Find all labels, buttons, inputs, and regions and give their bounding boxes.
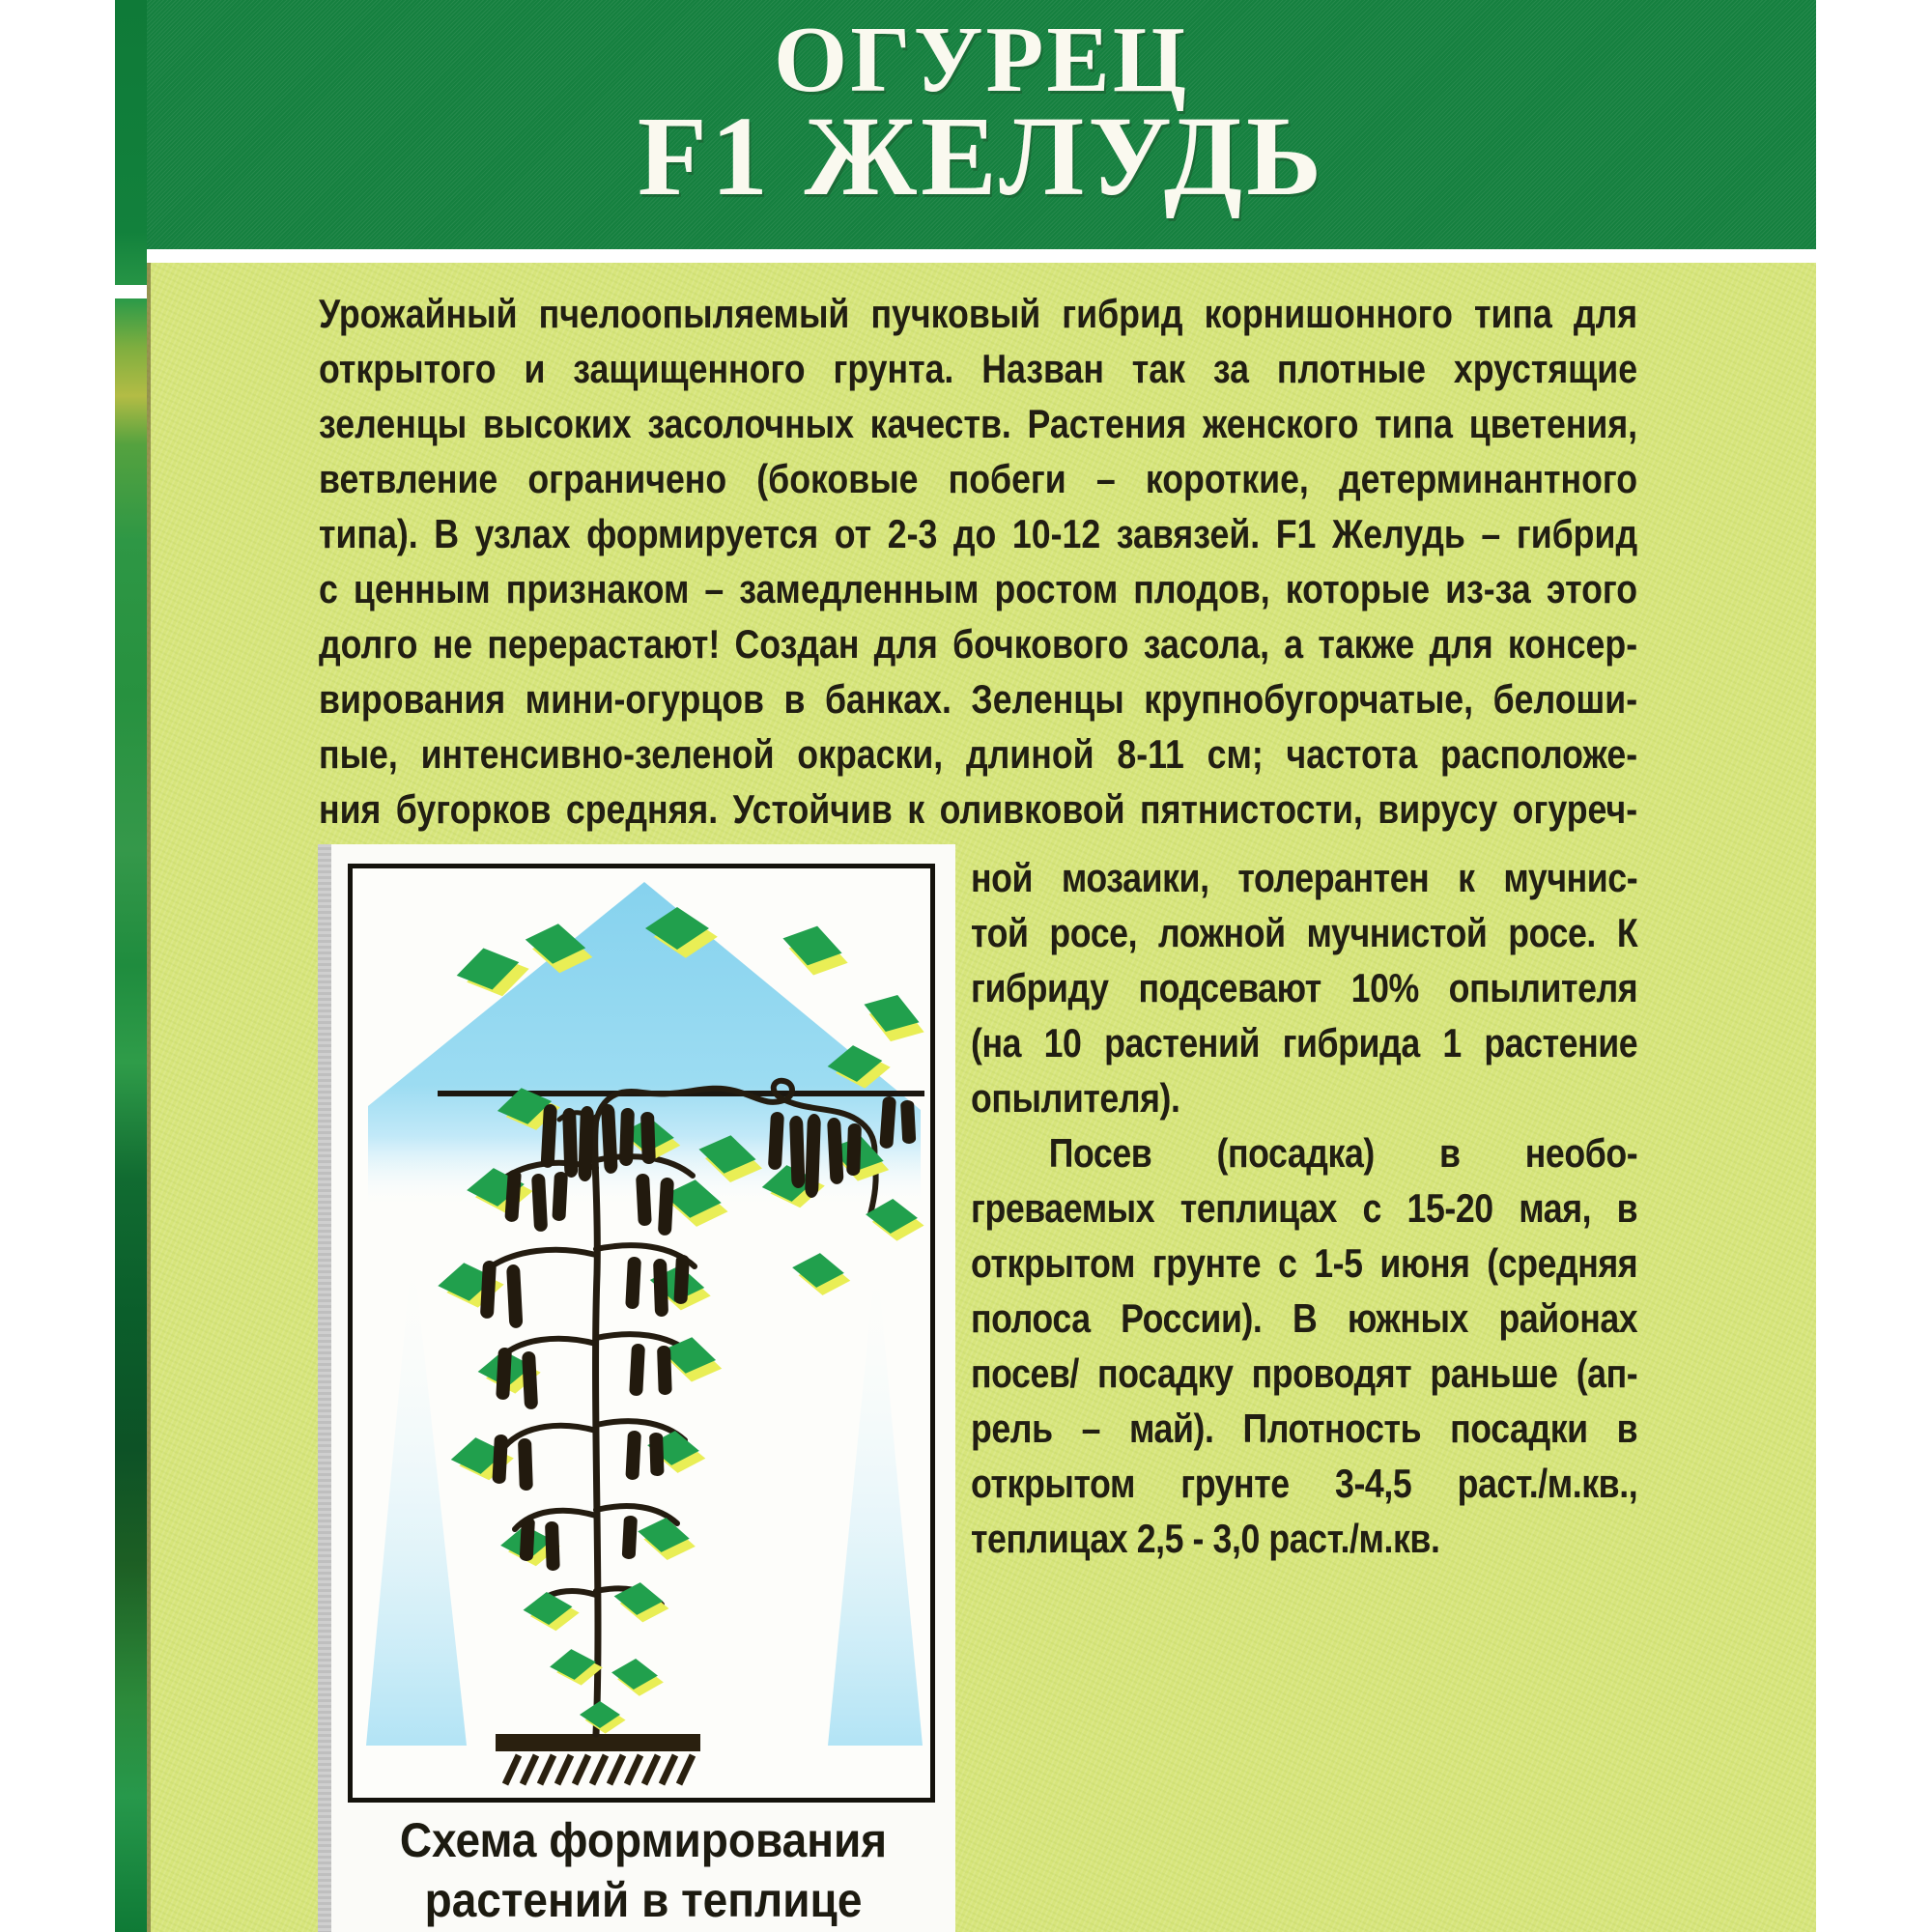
body-text-line: типа). В узлах формируется от 2-3 до 10-12 завязей. F1 Желудь – гибрид <box>319 511 1638 556</box>
ground-hatching <box>505 1755 693 1784</box>
leaf-icon <box>522 1590 581 1634</box>
leaf-icon <box>635 1514 699 1563</box>
cucumber-fruit-icon <box>640 1112 656 1164</box>
body-text-line: открытом грунте с 1-5 июня (средняя <box>971 1240 1638 1286</box>
cucumber-fruit-icon <box>562 1108 579 1178</box>
figure-caption-line: Схема формирования <box>399 1813 888 1867</box>
cucumber-fruit-icon <box>900 1100 916 1145</box>
figure-block <box>331 844 955 1932</box>
cucumber-fruit-icon <box>622 1516 638 1560</box>
body-text-line: (на 10 растений гибрида 1 растение <box>971 1020 1638 1065</box>
right-column-paragraph <box>971 850 1637 1566</box>
body-text-line: посев/ посадку проводят раньше (ап- <box>971 1350 1638 1396</box>
leaf-icon <box>776 919 854 982</box>
header-band <box>147 0 1816 249</box>
leaf-icon <box>856 986 930 1051</box>
cucumber-fruit-icon <box>619 1108 635 1166</box>
figure-scan-shadow <box>318 844 331 1932</box>
body-text-line: греваемых теплицах с 15-20 мая, в <box>971 1185 1638 1231</box>
cucumber-fruit-icon <box>522 1351 538 1410</box>
body-text-line: рель – май). Плотность посадки в <box>971 1406 1638 1451</box>
figure-frame <box>348 864 935 1803</box>
cucumber-fruit-icon <box>625 1431 641 1481</box>
cucumber-fruit-icon <box>545 1521 560 1571</box>
cucumber-fruit-icon <box>657 1346 672 1395</box>
cucumber-fruit-icon <box>496 1348 512 1401</box>
cucumber-fruit-icon <box>492 1435 508 1485</box>
body-text-line: с ценным признаком – замедленным ростом плодов, которые из-за этого <box>319 566 1638 611</box>
body-text-line: пые, интенсивно-зеленой окраски, длиной 8-11 см; частота расположе- <box>319 731 1638 777</box>
body-text-line: ния бугорков средняя. Устойчив к оливковой пятнистости, вирусу огуреч- <box>319 786 1638 832</box>
body-text-line: той росе, ложной мучнистой росе. К <box>971 910 1638 955</box>
body-text-line: ветвление ограничено (боковые побеги – короткие, детерминантного <box>319 456 1638 501</box>
body-text-line: Урожайный пчелоопыляемый пучковый гибрид корнишонного типа для <box>319 291 1638 336</box>
body-text-line: полоса России). В южных районах <box>971 1295 1638 1341</box>
leaf-icon <box>790 1250 853 1297</box>
cucumber-fruit-icon <box>520 1518 535 1562</box>
body-text-line: ной мозаики, толерантен к мучнис- <box>971 855 1638 900</box>
title-crop-name: ОГУРЕЦ <box>774 8 1189 112</box>
cucumber-fruit-icon <box>578 1106 594 1181</box>
body-text-line: вирования мини-огурцов в банках. Зеленцы крупнобугорчатые, белоши- <box>319 676 1638 722</box>
side-shoot <box>486 1250 596 1270</box>
photo-strip-notch <box>115 285 147 298</box>
leaf-icon <box>580 1701 626 1734</box>
cucumber-fruit-icon <box>789 1116 806 1188</box>
body-text-line: теплицах 2,5 - 3,0 раст./м.кв. <box>971 1516 1440 1561</box>
cucumber-fruit-icon <box>649 1433 665 1476</box>
cucumber-fruit-icon <box>653 1259 668 1317</box>
cucumber-fruit-icon <box>480 1261 497 1320</box>
figure-caption <box>356 1810 930 1930</box>
title-variety-name: F1 ЖЕЛУДЬ <box>637 93 1326 219</box>
cucumber-fruit-icon <box>846 1123 862 1176</box>
cucumber-fruit-icon <box>506 1264 523 1329</box>
body-text-line: открытого и защищенного грунта. Назван так за плотные хрустящие <box>319 346 1638 391</box>
light-beam-right <box>828 1253 923 1746</box>
cucumber-fruit-icon <box>625 1257 641 1310</box>
figure-caption-line: растений в теплице <box>424 1873 863 1927</box>
leaf-icon <box>610 1657 665 1697</box>
body-text-line: долго не перерастают! Создан для бочкового засола, а также для консер- <box>319 621 1638 667</box>
cucumber-fruit-icon <box>518 1438 533 1491</box>
side-shoot <box>499 1339 596 1359</box>
greenhouse-plant-diagram <box>353 868 930 1798</box>
panel-fold-seam <box>147 263 151 1932</box>
cucumber-fruit-icon <box>636 1174 652 1227</box>
cucumber-fruit-icon <box>673 1255 690 1305</box>
intro-paragraph <box>319 286 1637 837</box>
body-text-line: гибриду подсевают 10% опылителя <box>971 965 1638 1010</box>
light-beam-left <box>366 1245 467 1746</box>
body-text-line: опылителя). <box>971 1075 1180 1121</box>
body-text-line: зеленцы высоких засолочных качеств. Растения женского типа цветения, <box>319 401 1638 446</box>
cucumber-fruit-icon <box>552 1172 568 1222</box>
body-text-line: Посев (посадка) в необо- <box>1048 1130 1638 1176</box>
cucumber-fruit-icon <box>629 1344 645 1397</box>
body-text-line: открытом грунте 3-4,5 раст./м.кв., <box>971 1461 1638 1506</box>
